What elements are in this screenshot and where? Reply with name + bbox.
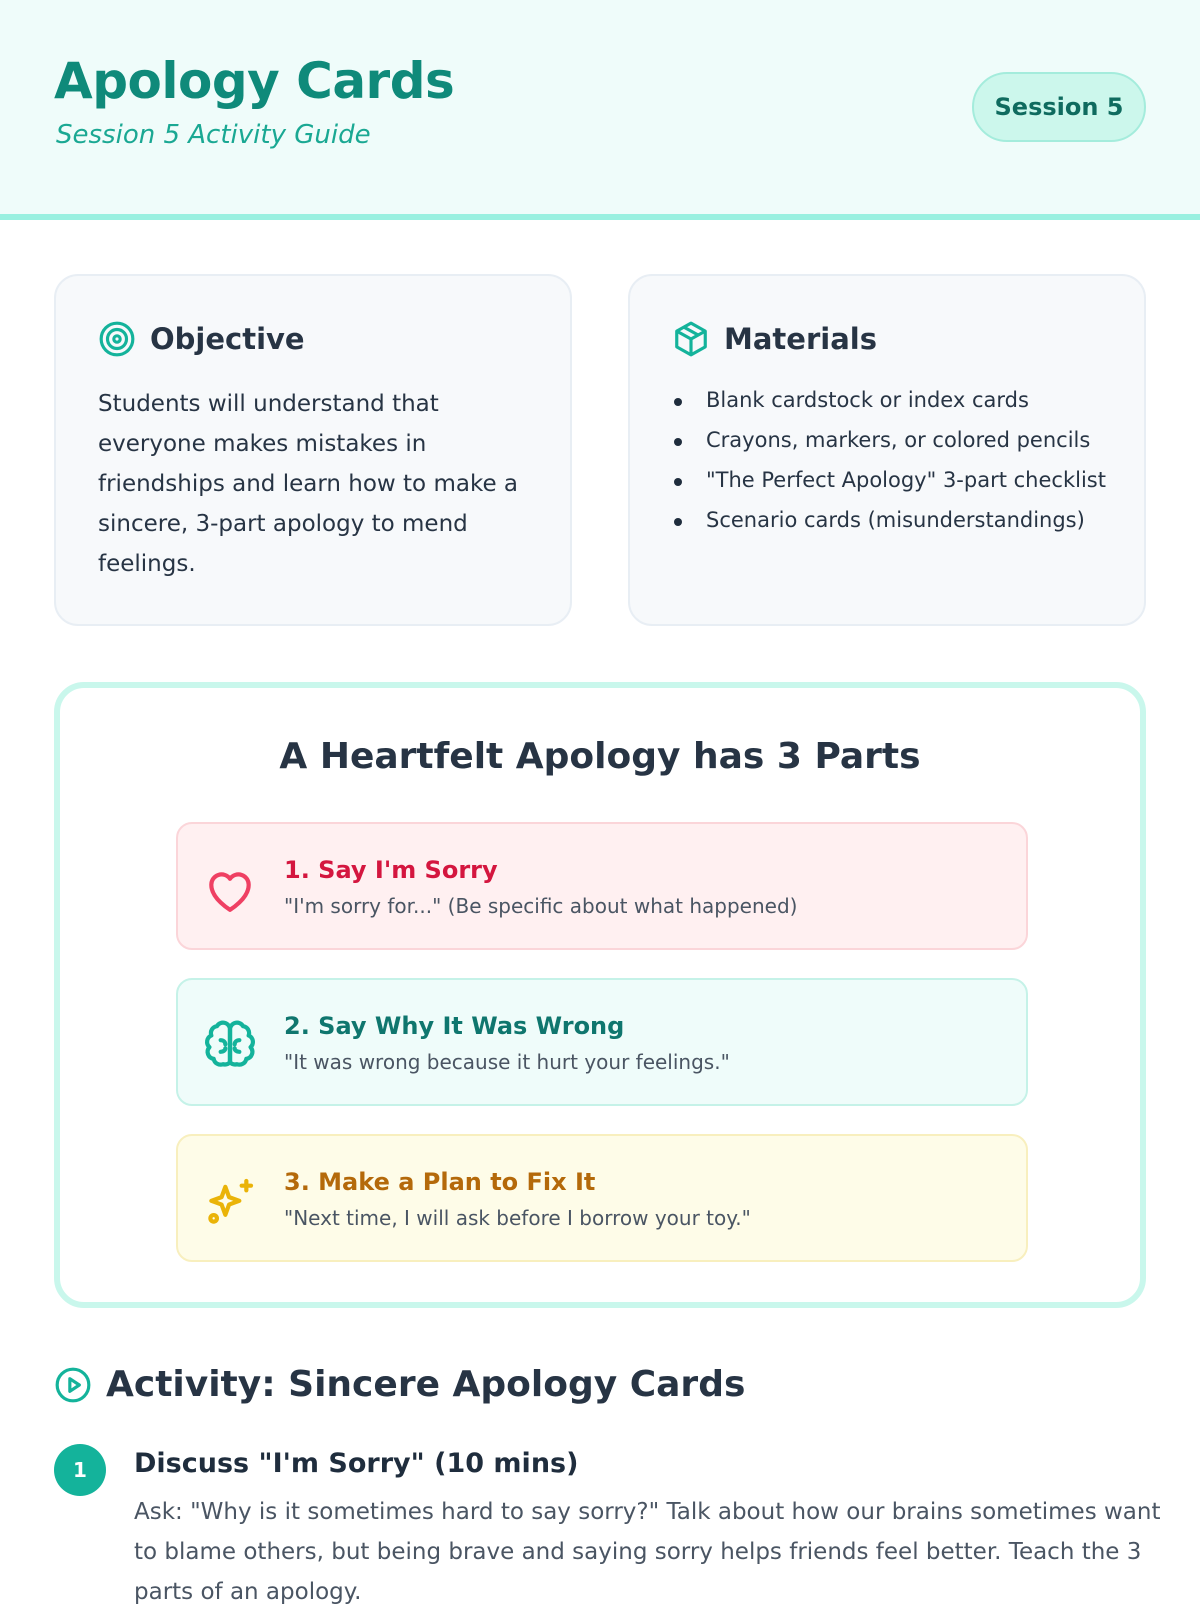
apology-part-why bbox=[176, 978, 1028, 1106]
page-subtitle: Session 5 Activity Guide bbox=[56, 120, 371, 150]
list-item: "The Perfect Apology" 3-part checklist bbox=[672, 464, 1112, 497]
step-number-badge: 1 bbox=[54, 1444, 106, 1496]
apology-parts-heading: A Heartfelt Apology has 3 Parts bbox=[279, 736, 921, 777]
activity-header bbox=[54, 1364, 745, 1405]
play-circle-icon bbox=[54, 1366, 92, 1404]
apology-part-sorry bbox=[176, 822, 1028, 950]
step-title: Discuss "I'm Sorry" (10 mins) bbox=[134, 1448, 579, 1479]
materials-heading: Materials bbox=[724, 322, 877, 356]
objective-text: Students will understand that everyone makes mistakes in friendships and learn how to make a sincere, 3-part apology to mend feelings. bbox=[98, 391, 518, 577]
materials-card bbox=[628, 274, 1146, 626]
activity-heading: Activity: Sincere Apology Cards bbox=[106, 1364, 746, 1405]
target-icon bbox=[98, 320, 136, 358]
apology-part-plan bbox=[176, 1134, 1028, 1262]
heart-icon bbox=[202, 862, 258, 918]
apology-part-description: "I'm sorry for..." (Be specific about what happened) bbox=[284, 894, 798, 918]
step-description: Ask: "Why is it sometimes hard to say sorry?" Talk about how our brains sometimes want to blame others, but being brave and saying sorry helps friends feel better. Teach the 3 parts of an apology. bbox=[134, 1499, 1161, 1605]
apology-parts-panel bbox=[54, 682, 1146, 1308]
session-badge: Session 5 bbox=[972, 72, 1146, 142]
package-icon bbox=[672, 320, 710, 358]
apology-part-title: 3. Make a Plan to Fix It bbox=[284, 1168, 596, 1196]
materials-list bbox=[672, 384, 1112, 544]
apology-part-description: "It was wrong because it hurt your feelings." bbox=[284, 1050, 730, 1074]
sparkles-icon bbox=[202, 1174, 258, 1230]
objective-heading: Objective bbox=[150, 322, 305, 356]
materials-header bbox=[672, 320, 877, 358]
page-title: Apology Cards bbox=[54, 52, 455, 110]
brain-icon bbox=[202, 1018, 258, 1074]
objective-header bbox=[98, 320, 305, 358]
apology-part-description: "Next time, I will ask before I borrow your toy." bbox=[284, 1206, 751, 1230]
list-item: Blank cardstock or index cards bbox=[672, 384, 1112, 417]
page-header bbox=[0, 0, 1200, 220]
apology-part-title: 1. Say I'm Sorry bbox=[284, 856, 498, 884]
objective-card bbox=[54, 274, 572, 626]
list-item: Crayons, markers, or colored pencils bbox=[672, 424, 1112, 457]
list-item: Scenario cards (misunderstandings) bbox=[672, 504, 1112, 537]
apology-part-title: 2. Say Why It Was Wrong bbox=[284, 1012, 625, 1040]
